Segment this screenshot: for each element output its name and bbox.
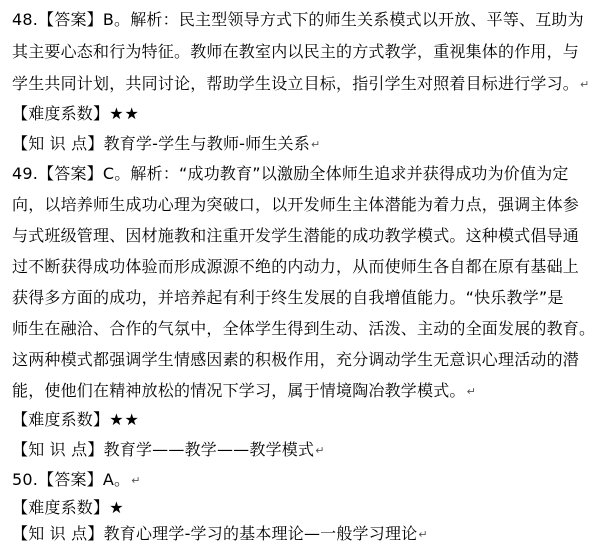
q49-answer-line-3: 与式班级管理、因材施教和注重开发学生潜能的成功教学模式。这种模式倡导通 [12, 226, 580, 245]
q50-knowledge-point [12, 524, 428, 544]
difficulty-stars: ★★ [109, 104, 140, 123]
q48-difficulty [12, 104, 140, 124]
q49-answer-line-5: 获得多方面的成功，并培养起有利于终生发展的自我增值能力。“快乐教学”是 [12, 288, 564, 307]
knowledge-value: 教育学——教学——教学模式 [103, 440, 315, 459]
knowledge-label: 【知 识 点】 [12, 134, 104, 153]
knowledge-label: 【知 识 点】 [12, 440, 104, 459]
knowledge-label: 【知 识 点】 [12, 524, 104, 543]
q48-answer-line-3: 学生共同计划，共同讨论，帮助学生设立目标，指引学生对照着目标进行学习。↵ [12, 74, 590, 93]
q48-knowledge-point [12, 134, 320, 154]
paragraph-mark-icon: ↵ [580, 78, 590, 91]
q49-answer-line-2: 向，以培养师生成功心理为突破口，以开发师生主体潜能为着力点，强调主体参 [12, 195, 580, 214]
knowledge-value: 教育心理学-学习的基本理论—一般学习理论 [103, 524, 418, 543]
paragraph-mark-icon: ↵ [310, 138, 321, 151]
q49-answer-line-4: 过不断获得成功体验而形成源源不绝的内动力，从而使师生各自都在原有基础上 [12, 257, 580, 276]
difficulty-stars: ★ [109, 498, 125, 517]
q49-answer-line-1: 49.【答案】C。解析：“成功教育”以激励全体师生追求并获得成功为价值为定 [12, 164, 569, 183]
q50-difficulty [12, 498, 125, 518]
q50-answer-line-1: 50.【答案】A。↵ [12, 470, 141, 489]
paragraph-mark-icon: ↵ [418, 528, 428, 541]
difficulty-label: 【难度系数】 [12, 498, 110, 517]
q49-answer-line-8: 能，使他们在精神放松的情况下学习，属于情境陶冶教学模式。↵ [12, 381, 477, 400]
paragraph-mark-icon: ↵ [131, 474, 141, 487]
q48-answer-line-2: 其主要心态和行为特征。教师在教室内以民主的方式教学，重视集体的作用，与 [12, 42, 580, 61]
q49-knowledge-point [12, 440, 325, 460]
q49-difficulty [12, 410, 140, 430]
difficulty-stars: ★★ [109, 410, 140, 429]
paragraph-mark-icon: ↵ [315, 444, 325, 457]
difficulty-label: 【难度系数】 [12, 410, 110, 429]
q49-answer-line-6: 师生在融洽、合作的气氛中，全体学生得到生动、活泼、主动的全面发展的教育。 [12, 319, 596, 338]
q49-answer-line-7: 这两种模式都强调学生情感因素的积极作用，充分调动学生无意识心理活动的潜 [12, 350, 580, 369]
difficulty-label: 【难度系数】 [12, 104, 110, 123]
knowledge-value: 教育学-学生与教师-师生关系 [103, 134, 310, 153]
paragraph-mark-icon: ↵ [466, 385, 477, 398]
q48-answer-line-1: 48.【答案】B。解析：民主型领导方式下的师生关系模式以开放、平等、互助为 [12, 10, 584, 29]
